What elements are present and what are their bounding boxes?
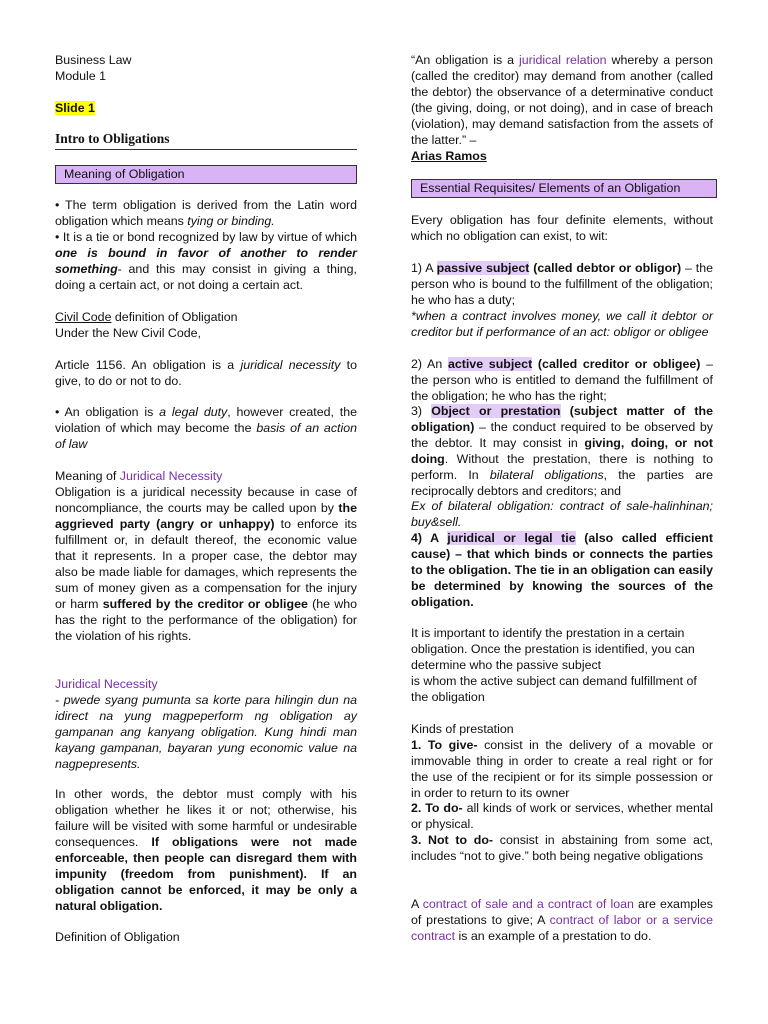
element-3-example: Ex of bilateral obligation: contract of sale-halinhinan; buy&sell. bbox=[411, 499, 713, 529]
kinds-heading: Kinds of prestation bbox=[411, 722, 514, 736]
kind-give: 1. To give- consist in the delivery of a movable or immovable thing in order to create a real right or for the use of the recipient or for its simple possession or in order to return to its owner bbox=[411, 738, 714, 800]
other-words: In other words, the debtor must comply with his obligation whether he likes it or not; otherwise, his failure will be visited with some harmful or undesirable consequences. If obligations were not made enforceable, then people can disregard them with impunity (freedom from punishment). If an obligation cannot be enforced, it may be only a natural obligation. bbox=[55, 787, 358, 913]
article-1156: Article 1156. An obligation is a juridical necessity to give, to do or not to do. bbox=[55, 358, 357, 388]
element-2: 2) An active subject (called creditor or obligee) – the person who is entitled to demand the fulfillment of the obligation; he who has the right; bbox=[411, 357, 714, 403]
tagalog-note: - pwede syang pumunta sa korte para hilingin dun na idirect na yung magpeperform ng obligation ay gampanan ang kanyang obligation. Kung hindi man kayang gampanan, bayaran yung economic value na nagpepresents. bbox=[55, 693, 357, 771]
definition-heading: Definition of Obligation bbox=[55, 930, 180, 944]
contracts-para: A contract of sale and a contract of loan are examples of prestations to give; A contract of labor or a service contract is an example of a prestation to do. bbox=[411, 897, 713, 943]
element-3: 3) Object or prestation (subject matter of the obligation) – the conduct required to be observed by the debtor. It may consist in giving, doing, or not doing. Without the prestation, there is nothing to perform. In bilateral obligations, the parties are reciprocally debtors and creditors; and bbox=[411, 404, 713, 498]
meaning-jn-heading: Meaning of Juridical Necessity bbox=[55, 469, 223, 483]
kind-not-do: 3. Not to do- consist in abstaining from some act, includes “not to give.” both being negative obligations bbox=[411, 833, 714, 863]
bullet-latin: • The term obligation is derived from the Latin word obligation which means tying or binding. bbox=[55, 198, 357, 228]
requisites-box: Essential Requisites/ Elements of an Obligation bbox=[411, 179, 717, 198]
important-para-b: is whom the active subject can demand fulfillment of the obligation bbox=[411, 674, 697, 704]
jn-heading-2: Juridical Necessity bbox=[55, 677, 158, 691]
course-name: Business Law bbox=[55, 53, 132, 67]
jn-paragraph: Obligation is a juridical necessity because in case of noncompliance, the courts may be called upon by the aggrieved party (angry or unhappy) to enforce its fulfillment or, in default thereof, the economic value that it represents. In a proper case, the debtor may also be made liable for damages, which represents the sum of money given as a compensation for the injury or harm suffered by the creditor or obligee (he who has the right to the performance of the obligation) for the violation of his rights. bbox=[55, 485, 358, 643]
module-label: Module 1 bbox=[55, 69, 106, 83]
slide-label bbox=[55, 100, 357, 116]
slide-highlight: Slide 1 bbox=[55, 101, 95, 115]
bullet-tie: • It is a tie or bond recognized by law by virtue of which one is bound in favor of another to render something- and this may consist in giving a thing, doing a certain act, or not doing a certain act. bbox=[55, 230, 357, 292]
kind-do: 2. To do- all kinds of work or services, whether mental or physical. bbox=[411, 801, 713, 831]
element-4: 4) A juridical or legal tie (also called efficient cause) – that which binds or connects the parties to the obligation. The tie in an obligation can easily be determined by knowing the sources of the obligation. bbox=[411, 531, 713, 609]
under-ncc: Under the New Civil Code, bbox=[55, 326, 201, 340]
intro-title: Intro to Obligations bbox=[55, 131, 357, 150]
element-1-note: *when a contract involves money, we call it debtor or creditor but if performance of an act: obligor or obligee bbox=[411, 309, 713, 339]
civil-code-heading: Civil Code definition of Obligation bbox=[55, 310, 238, 324]
element-1: 1) A passive subject (called debtor or obligor) – the person who is bound to the fulfillment of the obligation; he who has a duty; bbox=[411, 261, 713, 307]
requisites-intro: Every obligation has four definite elements, without which no obligation can exist, to wit: bbox=[411, 213, 713, 243]
ramos-quote: “An obligation is a juridical relation whereby a person (called the creditor) may demand from another (called the debtor) the observance of a determinative conduct (the giving, doing, or not doing), and in case of breach (violation), may demand satisfaction from the assets of the latter.” – bbox=[411, 53, 713, 147]
meaning-box: Meaning of Obligation bbox=[55, 165, 357, 184]
legal-duty: • An obligation is a legal duty, however created, the violation of which may become the basis of an action of law bbox=[55, 405, 358, 451]
important-para-a: It is important to identify the prestation in a certain obligation. Once the prestation is identified, you can determine who the passive subject bbox=[411, 626, 695, 672]
quote-author: Arias Ramos bbox=[411, 149, 487, 163]
